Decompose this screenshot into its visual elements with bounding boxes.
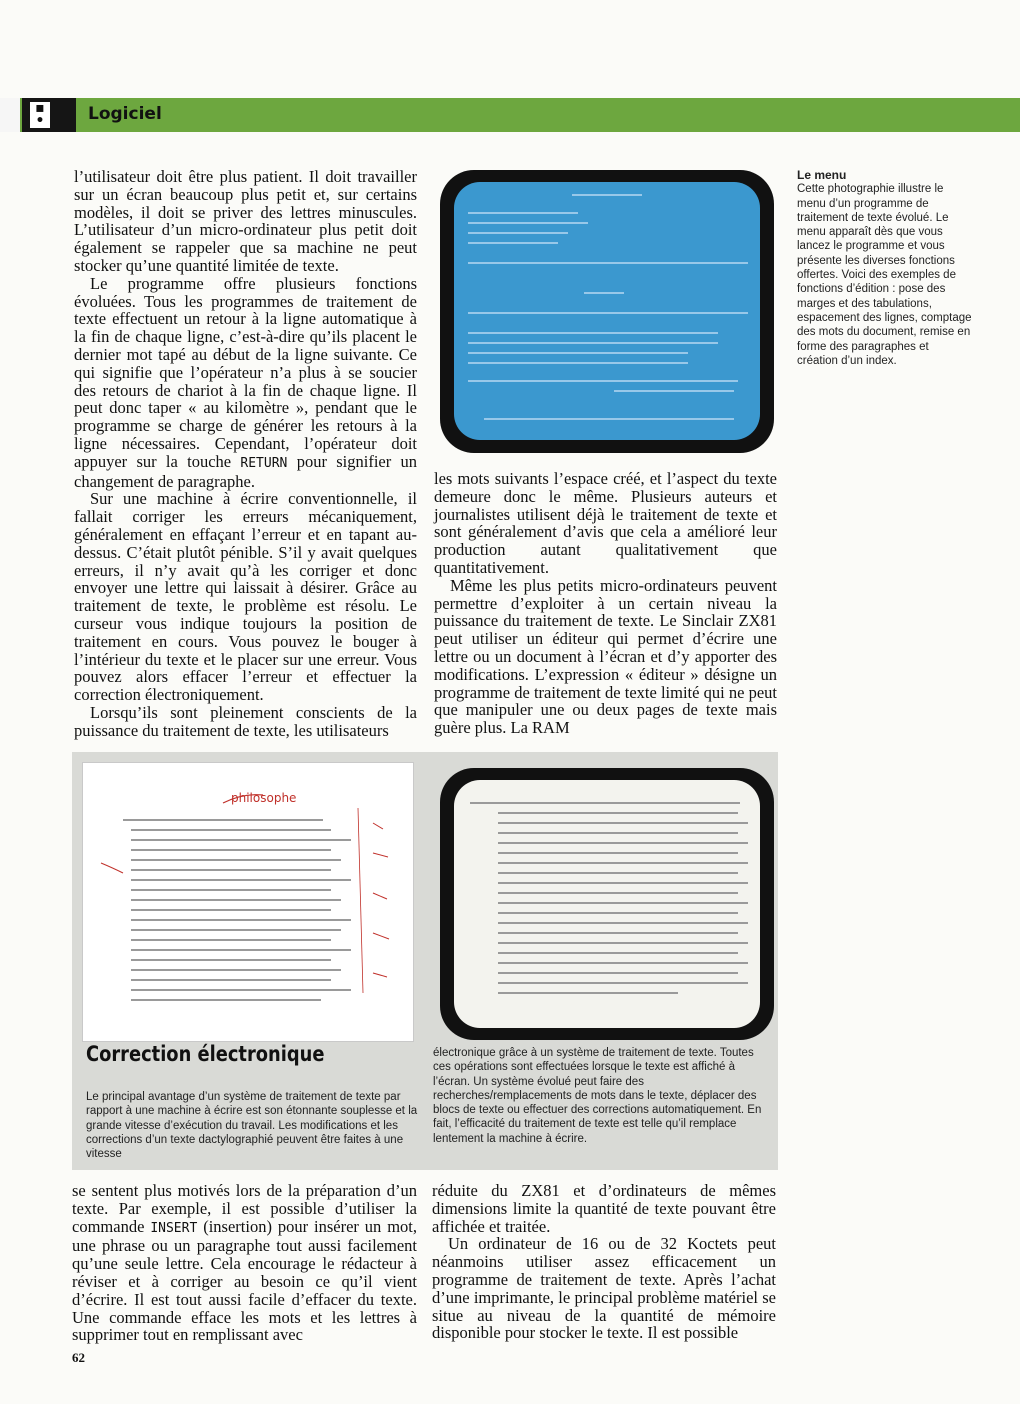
menu-caption-body: Cette photographie illustre le menu d’un programme de traitement de texte évolué. Le menu apparaît dès que vous lancez le programme et vous présente les diverses fonctions offertes. Voici des exemples de fonctions d’édition : pose des marges et des tabulations, espacement des lignes, comptage des mots du document, remise en forme des paragraphes et création d’un index. <box>797 183 972 367</box>
menu-caption <box>797 168 972 368</box>
column-1-bottom <box>72 1182 417 1344</box>
paragraph: Sur une machine à écrire conventionnelle, il fallait corriger les erreurs mécaniquement, généralement en effaçant l’erreur et en tapant au-dessus. C’était plutôt pénible. S’il y avait quelques erreurs, il n’y avait qu’à les corriger et donc envoyer une lettre qui laissait à désirer. Grâce au traitement de texte, le problème est résolu. Le curseur vous indique toujours la position de traitement en cours. Vous pouvez le bouger à l’intérieur du texte et le placer sur une erreur. Vous pouvez alors effacer l’erreur et effectuer la correction électroniquement. <box>74 489 417 705</box>
paragraph: se sentent plus motivés lors de la préparation d’un texte. Par exemple, il est possible d’utiliser la commande INSERT (insertion) pour insérer un mot, une phrase ou un paragraphe tout aussi facilement qu’une seule lettre. Cela encourage le rédacteur à réviser et à corriger au besoin ce qu’il vient d’écrire. Il est tout aussi facile d’effacer du texte. Une commande efface les mots et les lettres à supprimer tout en remplissant avec <box>72 1181 418 1345</box>
paragraph: les mots suivants l’espace créé, et l’aspect du texte demeure donc le même. Plusieurs auteurs et journalistes utilisent déjà le traitement de texte et sont généralement d’avis que cela a amélioré leur production autant qualitativement que quantitativement. <box>434 469 777 577</box>
paragraph: réduite du ZX81 et d’ordinateurs de mêmes dimensions limite la quantité de texte pouvant être affichée et traitée. <box>432 1181 776 1236</box>
paragraph: Le programme offre plusieurs fonctions évoluées. Tous les programmes de traitement de texte effectuent un retour à la ligne automatique à la fin de chaque ligne, c’est-à-dire qu’ils placent le dernier mot tapé au début de la ligne suivante. Ce qui signifie que l’opérateur n’a plus à se soucier des retours de chariot à la fin de chaque ligne. Il peut donc taper « au kilomètre », pendant que le programme se charge de générer les retours à la ligne nécessaires. Cependant, l’opérateur doit appuyer sur la touche RETURN pour signifier un changement de paragraphe. <box>74 273 418 491</box>
section-icon-box <box>22 98 76 132</box>
section-header-band <box>0 98 1020 132</box>
corrected-text-monitor-photo <box>440 768 774 1040</box>
column-2-top <box>434 470 777 737</box>
column-2-bottom <box>432 1182 776 1342</box>
corrected-text-screen <box>454 780 760 1028</box>
paragraph: Un ordinateur de 16 ou de 32 Koctets peut néanmoins utiliser assez efficacement un programme de traitement de texte. Après l’achat d’une imprimante, le principal problème matériel se situe au niveau de la quantité de mémoire disponible pour stocker le texte. Il est possible <box>432 1234 776 1343</box>
return-key-label: RETURN <box>240 455 288 471</box>
paragraph: l’utilisateur doit être plus patient. Il doit travailler sur un écran beaucoup plus petit et, sur certains modèles, il doit se priver des lettres minuscules. L’utilisateur d’un micro-ordinateur plus petit doit également se rappeler que sa machine ne peut stocker qu’une quantité limitée de texte. <box>74 167 417 275</box>
disk-drive-icon: ▪ • <box>30 102 50 128</box>
menu-monitor-photo <box>440 170 774 453</box>
paragraph: Lorsqu’ils sont pleinement conscients de la puissance du traitement de texte, les utilisateurs <box>74 702 417 740</box>
page-number: 62 <box>72 1350 85 1365</box>
figure-title: Correction électronique <box>86 1042 325 1066</box>
handwritten-annotation: philosophe <box>231 791 297 805</box>
figure-caption-left: Le principal avantage d’un système de traitement de texte par rapport à une machine à écrire est son étonnante souplesse et la grande vitesse d’exécution du travail. Les modifications et les corrections d’un texte dactylographié peuvent être faites à une vitesse <box>86 1091 418 1161</box>
menu-caption-title: Le menu <box>797 168 847 182</box>
marked-up-typed-page <box>82 762 414 1042</box>
insert-command-label: INSERT <box>150 1220 198 1236</box>
proofreading-marks <box>83 763 413 1041</box>
figure-caption-right: électronique grâce à un système de traitement de texte. Toutes ces opérations sont effectuées lorsque le texte est affiché à l’écran. Un système évolué peut faire des recherches/remplacements de mots dans le texte, déplacer des blocs de texte ou effectuer des corrections automatiquement. En fait, l’efficacité du traitement de texte est telle qu’il remplace lentement la machine à écrire. <box>433 1047 762 1145</box>
menu-screen <box>454 182 760 440</box>
section-title: Logiciel <box>88 104 162 124</box>
paragraph: Même les plus petits micro-ordinateurs peuvent permettre d’exploiter à un certain niveau la puissance du traitement de texte. Le Sinclair ZX81 peut utiliser un éditeur qui permet d’écrire une lettre ou un document à l’écran et d’y apporter des modifications. L’expression « éditeur » désigne un programme de traitement de texte limité qui ne peut que manipuler une ou deux pages de texte mais guère plus. La RAM <box>434 575 777 738</box>
column-1-top <box>74 168 417 740</box>
